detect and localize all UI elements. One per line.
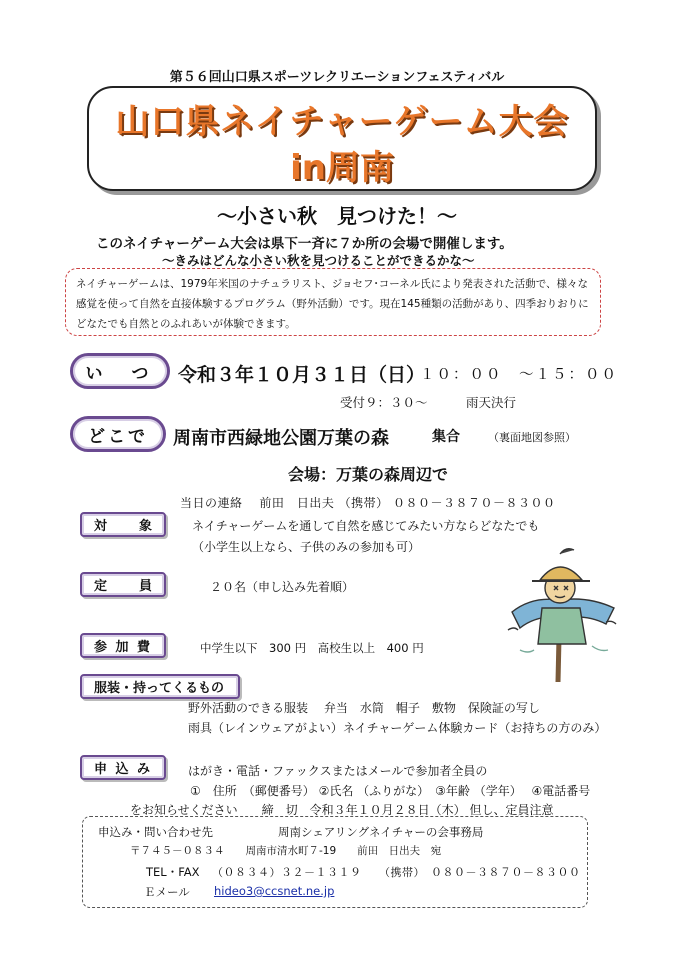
festival-heading: 第５６回山口県スポーツレクリエーションフェスティバル [169, 70, 505, 85]
email-label: Ｅメール [144, 885, 190, 899]
event-place: 周南市西緑地公園万葉の森 [173, 428, 389, 449]
event-time: １０：００ ～１５：００ [420, 367, 618, 383]
event-date: 令和３年１０月３１日（日） [178, 364, 426, 386]
target-line-1: ネイチャーゲームを通して自然を感じてみたい方ならどなたでも [192, 519, 540, 533]
contact-org: 周南シェアリングネイチャーの会事務局 [278, 825, 484, 839]
apply-deadline: をお知らせください 締 切 令和３年１０月２８日（木） 但し、定員注意 [130, 803, 554, 817]
apply-label: 申 込 み [80, 755, 166, 780]
fee-label: 参 加 費 [80, 633, 166, 658]
apply-line-2: ① 住所 （郵便番号） ②氏名 （ふりがな） ③年齢 （学年） ④電話番号 [190, 784, 591, 798]
tel-number: （０８３４）３２－１３１９ （携帯） ０８０－３８７０－８３００ [212, 866, 581, 879]
page-title-sub: in周南 [290, 148, 394, 188]
target-line-2: （小学生以上なら、子供のみの参加も可） [192, 540, 421, 554]
description-line-1: ネイチャーゲームは、1979年米国のナチュラリスト、ジョセフ･コーネル氏により発表された活動で、様々な [76, 278, 589, 290]
meeting-label: 集合 [432, 429, 460, 445]
description-line-2: 感覚を使って自然を直接体験するプログラム（野外活動）です。現在145種類の活動があり、四季おりおりに [76, 298, 589, 310]
where-label: どこで [70, 416, 166, 452]
intro-line-2: ～きみはどんな小さい秋を見つけることができるかな～ [162, 253, 475, 268]
when-label: い つ [70, 353, 170, 389]
map-reference: （裏面地図参照） [488, 431, 576, 444]
items-label: 服装・持ってくるもの [80, 674, 240, 699]
target-label: 対 象 [80, 512, 166, 537]
capacity-label: 定 員 [80, 572, 166, 597]
day-contact: 当日の連絡 前田 日出夫 （携帯） ０８０－３８７０－８３００ [180, 496, 556, 510]
rain-policy: 雨天決行 [466, 395, 517, 410]
items-line-1: 野外活動のできる服装 弁当 水筒 帽子 敷物 保険証の写し [188, 701, 540, 715]
venue: 会場：万葉の森周辺で [288, 465, 449, 484]
event-theme: ～小さい秋 見つけた！～ [217, 204, 457, 228]
apply-line-1: はがき・電話・ファックスまたはメールで参加者全員の [188, 764, 488, 778]
email-link[interactable]: hideo3@ccsnet.ne.jp [214, 884, 335, 898]
intro-line-1: このネイチャーゲーム大会は県下一斉に７か所の会場で開催します。 [96, 236, 513, 252]
reception-time: 受付９：３０～ [340, 395, 428, 410]
capacity-text: ２０名（申し込み先着順） [210, 580, 355, 594]
description-line-3: どなたでも自然とのふれあいが体験できます。 [76, 318, 296, 330]
fee-text: 中学生以下 300 円 高校生以上 400 円 [200, 641, 424, 655]
tel-label: TEL・FAX [146, 865, 200, 879]
scarecrow-illustration [502, 534, 622, 684]
contact-address: 〒７４５－０８３４ 周南市清水町７-19 前田 日出夫 宛 [130, 845, 442, 857]
items-line-2: 雨具（レインウェアがよい）ネイチャーゲーム体験カード（お持ちの方のみ） [188, 721, 607, 735]
contact-label: 申込み・問い合わせ先 [98, 825, 213, 839]
page-title: 山口県ネイチャーゲーム大会 [115, 102, 569, 142]
